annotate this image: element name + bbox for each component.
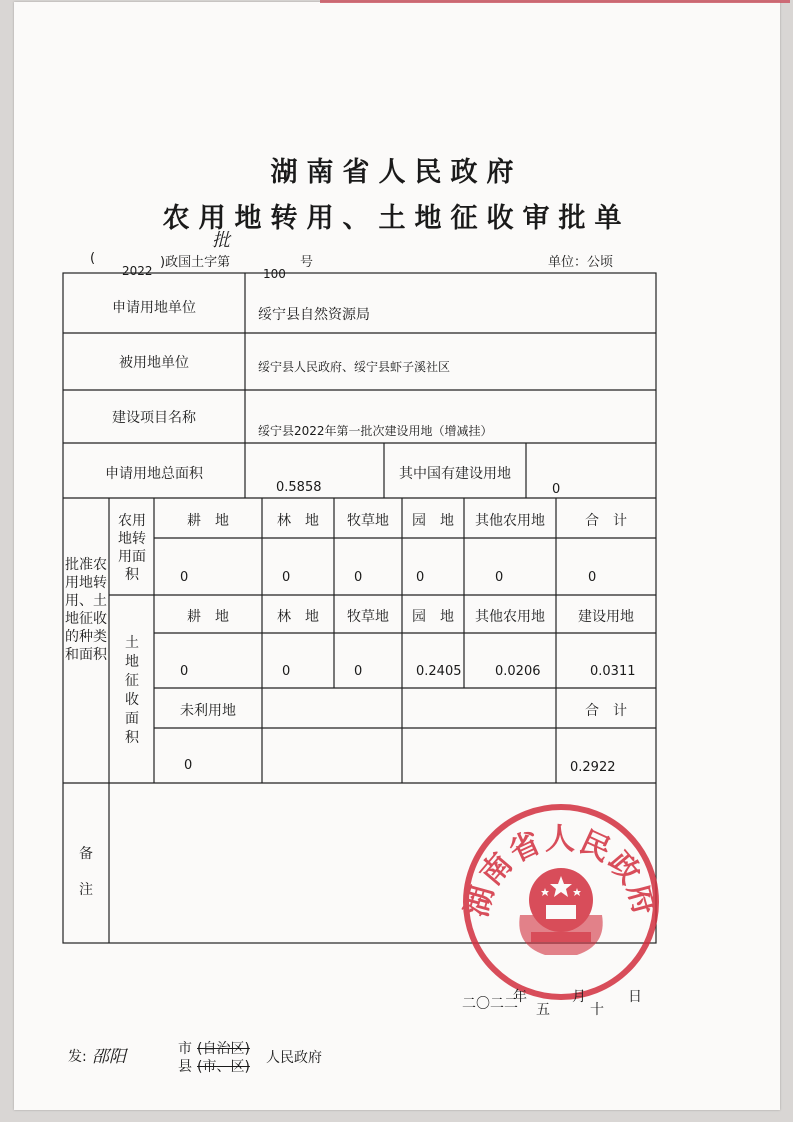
exp-value-forest: 0 xyxy=(282,664,291,679)
footer-struck-region: (自治区) xyxy=(197,1041,250,1057)
exp-value-other: 0.0206 xyxy=(495,664,541,679)
conv-value-garden: 0 xyxy=(416,570,425,585)
exp-header-forest: 林 地 xyxy=(277,609,319,625)
total-area-label: 申请用地总面积 xyxy=(105,466,203,482)
seal-text: 湖南省人民政府 xyxy=(459,821,663,921)
conv-header-grass: 牧草地 xyxy=(347,513,389,529)
title-line2: 农用地转用、土地征收审批单 xyxy=(162,203,631,234)
conv-value-total: 0 xyxy=(588,570,597,585)
footer-fa-label: 发: xyxy=(68,1049,87,1065)
unused-land-label: 未利用地 xyxy=(180,703,236,719)
exp-total-label: 合 计 xyxy=(585,703,627,719)
exp-header-other: 其他农用地 xyxy=(475,609,545,625)
footer-gov: 人民政府 xyxy=(266,1050,322,1066)
conv-value-forest: 0 xyxy=(282,570,291,585)
exp-header-grass: 牧草地 xyxy=(347,609,389,625)
conv-value-grass: 0 xyxy=(354,570,363,585)
applicant-label: 申请用地单位 xyxy=(112,300,196,316)
landowner-value: 绥宁县人民政府、绥宁县虾子溪社区 xyxy=(258,360,451,374)
footer-xian: 县 xyxy=(178,1059,192,1075)
remarks-label: 备注 xyxy=(79,846,93,898)
total-area-value: 0.5858 xyxy=(276,480,322,495)
exp-header-construction: 建设用地 xyxy=(578,609,634,625)
exp-value-construction: 0.0311 xyxy=(590,664,636,679)
landowner-label: 被用地单位 xyxy=(119,355,189,371)
state-land-value: 0 xyxy=(552,482,561,497)
docnum-open-paren: ( xyxy=(90,251,96,266)
exp-header-arable: 耕 地 xyxy=(187,609,229,625)
date-ri: 日 xyxy=(628,989,642,1005)
project-label: 建设项目名称 xyxy=(112,410,196,426)
date-year: 二〇二二 xyxy=(462,996,518,1012)
project-value: 绥宁县2022年第一批次建设用地（增减挂） xyxy=(258,424,493,438)
date-yue: 月 xyxy=(572,989,586,1005)
exp-header-garden: 园 地 xyxy=(412,609,454,625)
conv-header-other: 其他农用地 xyxy=(475,513,545,529)
unit-label: 单位：公顷 xyxy=(548,255,614,270)
exp-total-value: 0.2922 xyxy=(570,760,616,775)
expropriation-label: 土地征收面积 xyxy=(125,635,139,746)
conv-header-arable: 耕 地 xyxy=(187,513,229,529)
footer-struck-city: (市、区) xyxy=(197,1059,250,1075)
docnum-hao: 号 xyxy=(300,255,314,270)
title-line1: 湖南省人民政府 xyxy=(270,157,523,188)
approved-types-label: 批准农用地转用、土地征收的种类和面积 xyxy=(65,557,107,663)
applicant-value: 绥宁县自然资源局 xyxy=(258,307,370,323)
docnum-label: )政国土字第 xyxy=(160,255,231,270)
unused-land-value: 0 xyxy=(184,758,193,773)
footer-shi: 市 xyxy=(178,1041,192,1057)
exp-value-arable: 0 xyxy=(180,664,189,679)
docnum-handwritten: 批 xyxy=(212,230,230,251)
docnum-number: 100 xyxy=(263,267,286,281)
conv-value-other: 0 xyxy=(495,570,504,585)
date-day: 十 xyxy=(590,1002,604,1018)
conv-header-total: 合 计 xyxy=(585,513,627,529)
exp-value-garden: 0.2405 xyxy=(416,664,462,679)
conv-header-forest: 林 地 xyxy=(277,513,319,529)
conv-header-garden: 园 地 xyxy=(412,513,454,529)
date-month: 五 xyxy=(536,1002,550,1018)
docnum-year: 2022 xyxy=(122,264,153,278)
conversion-label: 农用地转用面积 xyxy=(118,513,146,583)
conv-value-arable: 0 xyxy=(180,570,189,585)
footer-handwritten-city: 邵阳 xyxy=(92,1047,126,1067)
date-nian: 年 xyxy=(513,989,527,1005)
state-land-label: 其中国有建设用地 xyxy=(399,466,511,482)
exp-value-grass: 0 xyxy=(354,664,363,679)
